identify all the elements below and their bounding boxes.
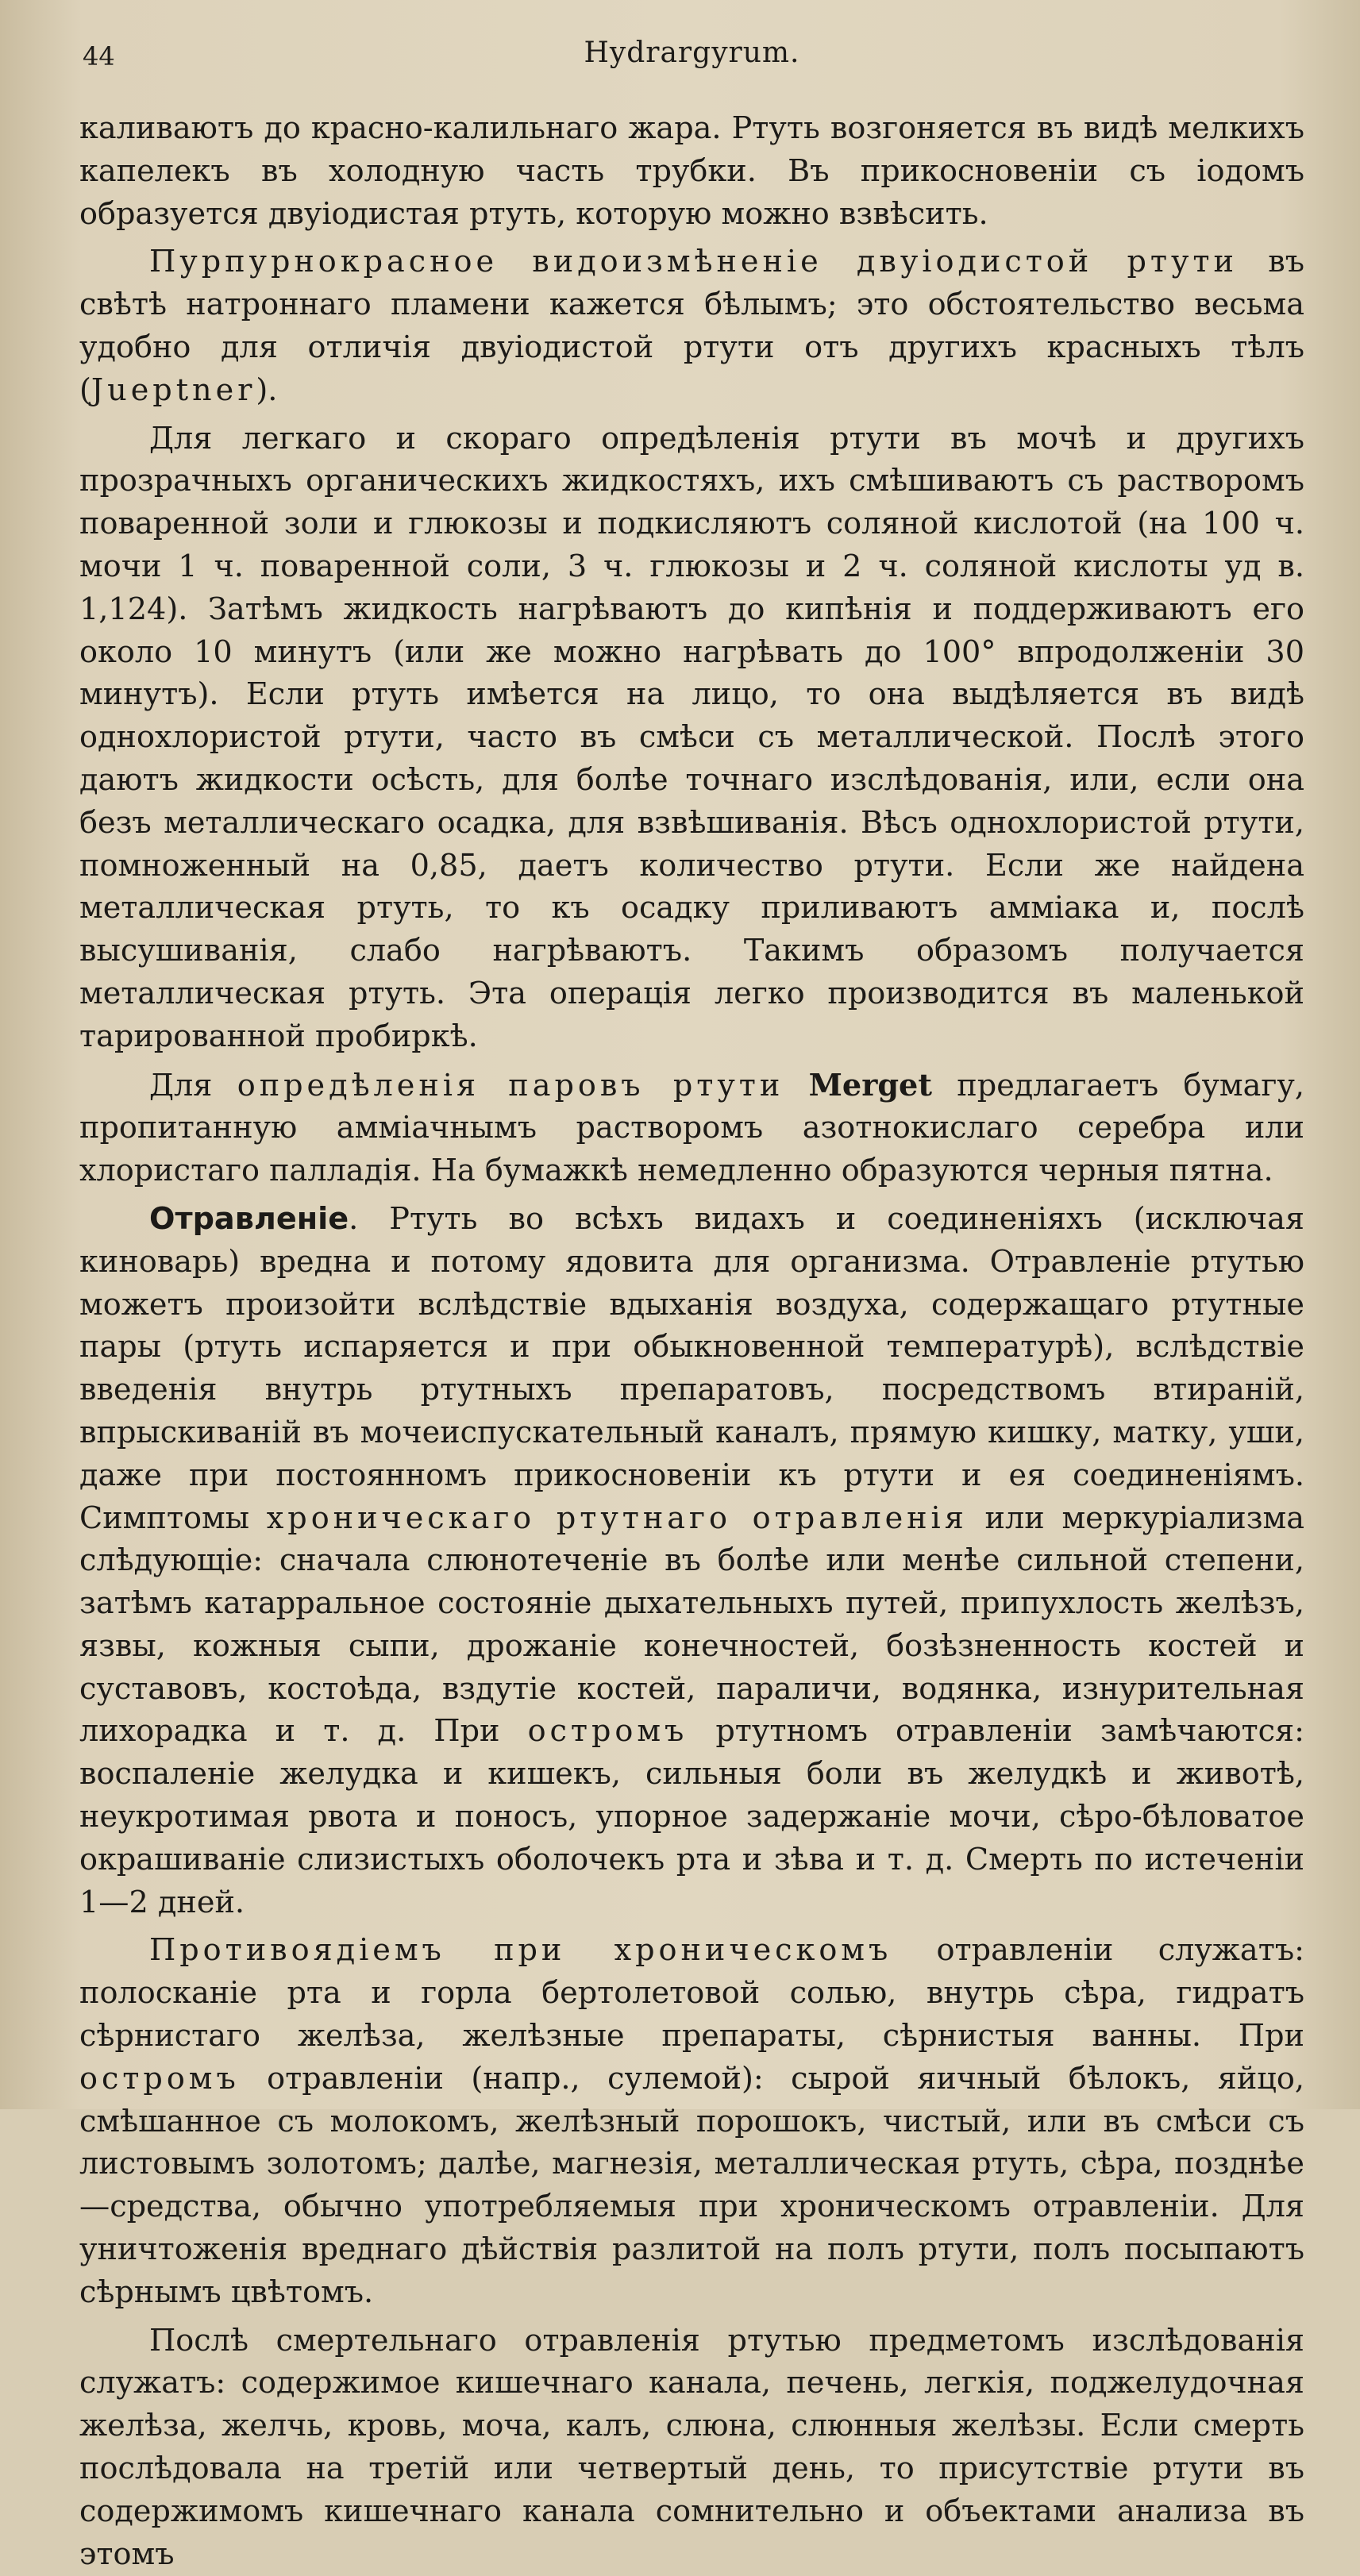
spaced-lead-text: опредѣленія паровъ ртути (237, 1068, 784, 1103)
author-name-merget: Merget (808, 1067, 932, 1103)
paragraph-1 (79, 108, 1304, 236)
body-text (79, 108, 1304, 2576)
spaced-term-acute: остромъ (527, 1714, 688, 1750)
paragraph-2-text: въ свѣтѣ натроннаго пламени кажется бѣлымъ; это обстоятельство весьма удобно для отличія двуіодистой ртути отъ другихъ красныхъ тѣлъ ( (79, 245, 1305, 408)
paragraph-6 (79, 1930, 1304, 2314)
running-head (79, 37, 1304, 79)
paragraph-1-text: каливаютъ до красно-калильнаго жара. Ртуть возгоняется въ видѣ мелкихъ капелекъ въ холодную часть трубки. Въ прикосновеніи съ іодомъ образуется двуіодистая ртуть, которую можно взвѣсить. (79, 111, 1304, 232)
paragraph-5-text-2: или меркуріализма слѣдующіе: сначала слюнотеченіе въ болѣе или менѣе сильной степени, затѣмъ катарральное состояніе дыхательныхъ путей, припухлость желѣзъ, язвы, кожныя сыпи, дрожаніе конечностей, бозѣзненность костей и суставовъ, костоѣда, вздутіе костей, параличи, водянка, изнурительная лихорадка и т. д. При (79, 1500, 1304, 1750)
spaced-term-chronic: хроническаго ртутнаго отравленія (266, 1500, 968, 1536)
paragraph-5-text: . Ртуть во всѣхъ видахъ и соединеніяхъ (исключая киноварь) вредна и потому ядовита для организма. Отравленіе ртутью можетъ произойти вслѣдствіе вдыханія воздуха, содержащаго ртутные пары (ртуть испаряется и при обыкновенной температурѣ), вслѣдствіе введенія внутрь ртутныхъ препаратовъ, посредствомъ втираній, впрыскиваній въ мочеиспускательный каналъ, прямую кишку, матку, уши, даже при постоянномъ прикосновеніи къ ртути и ея соединеніямъ. Симптомы (79, 1201, 1304, 1536)
paragraph-3 (79, 418, 1304, 1059)
running-title: Hydrargyrum. (584, 37, 800, 69)
spaced-lead-text: Пурпурнокрасное видоизмѣненіе двуіодистой ртути (149, 245, 1238, 280)
author-name-jueptner: Jueptner (91, 372, 256, 408)
paragraph-4-pre: Для (149, 1068, 237, 1103)
paragraph-5 (79, 1199, 1304, 1925)
section-heading-poisoning: Отравленіе (149, 1201, 349, 1237)
paragraph-4-text: предлагаетъ бумагу, пропитанную амміачнымъ растворомъ азотнокислаго серебра или хлористаго палладія. На бумажкѣ немедленно образуются черныя пятна. (79, 1068, 1305, 1189)
paragraph-6-text: отравленіи служатъ: полосканіе рта и горла бертолетовой солью, внутрь сѣра, гидратъ сѣрнистаго желѣза, желѣзные препараты, сѣрнистыя ванны. При (79, 1933, 1304, 2054)
spaced-lead-text: Противоядіемъ при хроническомъ (149, 1933, 892, 1969)
paragraph-7 (79, 2320, 1304, 2576)
paragraph-5-text-3: ртутномъ отравленіи замѣчаются: воспаленіе желудка и кишекъ, сильныя боли въ желудкѣ и животѣ, неукротимая рвота и поносъ, упорное задержаніе мочи, сѣро-бѣловатое окрашиваніе слизистыхъ оболочекъ рта и зѣва и т. д. Смерть по истеченіи 1—2 дней. (79, 1714, 1304, 1920)
paragraph-2-end: ). (256, 372, 278, 408)
paragraph-4 (79, 1065, 1304, 1193)
spaced-term-acute: остромъ (79, 2061, 240, 2097)
page-number: 44 (83, 41, 115, 71)
paragraph-3-text: Для легкаго и скораго опредѣленія ртути въ мочѣ и другихъ прозрачныхъ органическихъ жидкостяхъ, ихъ смѣшиваютъ съ растворомъ поваренной золи и глюкозы и подкисляютъ соляной кислотой (на 100 ч. мочи 1 ч. поваренной соли, 3 ч. глюкозы и 2 ч. соляной кислоты уд в. 1,124). Затѣмъ жидкость нагрѣваютъ до кипѣнія и поддерживаютъ его около 10 минутъ (или же можно нагрѣвать до 100° впродолженіи 30 минутъ). Если ртуть имѣется на лицо, то она выдѣляется въ видѣ однохлористой ртути, часто въ смѣси съ металлической. Послѣ этого даютъ жидкости осѣсть, для болѣе точнаго изслѣдованія, или, если она безъ металлическаго осадка, для взвѣшиванія. Вѣсъ однохлористой ртути, помноженный на 0,85, даетъ количество ртути. Если же найдена металлическая ртуть, то къ осадку приливаютъ амміака и, послѣ высушиванія, слабо нагрѣваютъ. Такимъ образомъ получается металлическая ртуть. Эта операція легко производится въ маленькой тарированной пробиркѣ. (79, 421, 1304, 1054)
paragraph-2 (79, 241, 1304, 412)
paragraph-7-text: Послѣ смертельнаго отравленія ртутью предметомъ изслѣдованія служатъ: содержимое кишечнаго канала, печень, легкія, поджелудочная желѣза, желчь, кровь, моча, калъ, слюна, слюнныя желѣзы. Если смерть послѣдовала на третій или четвертый день, то присутствіе ртути въ содержимомъ кишечнаго канала сомнительно и объектами анализа въ этомъ (79, 2323, 1304, 2572)
paragraph-6-text-2: отравленіи (напр., сулемой): сырой яичный бѣлокъ, яйцо, смѣшанное съ молокомъ, желѣзный порошокъ, чистый, или въ смѣси съ листовымъ золотомъ; далѣе, магнезія, металлическая ртуть, сѣра, позднѣе—средства, обычно употребляемыя при хроническомъ отравленіи. Для уничтоженія вреднаго дѣйствія разлитой на полъ ртути, полъ посыпаютъ сѣрнымъ цвѣтомъ. (79, 2061, 1304, 2310)
paragraph-4-space (784, 1069, 808, 1103)
